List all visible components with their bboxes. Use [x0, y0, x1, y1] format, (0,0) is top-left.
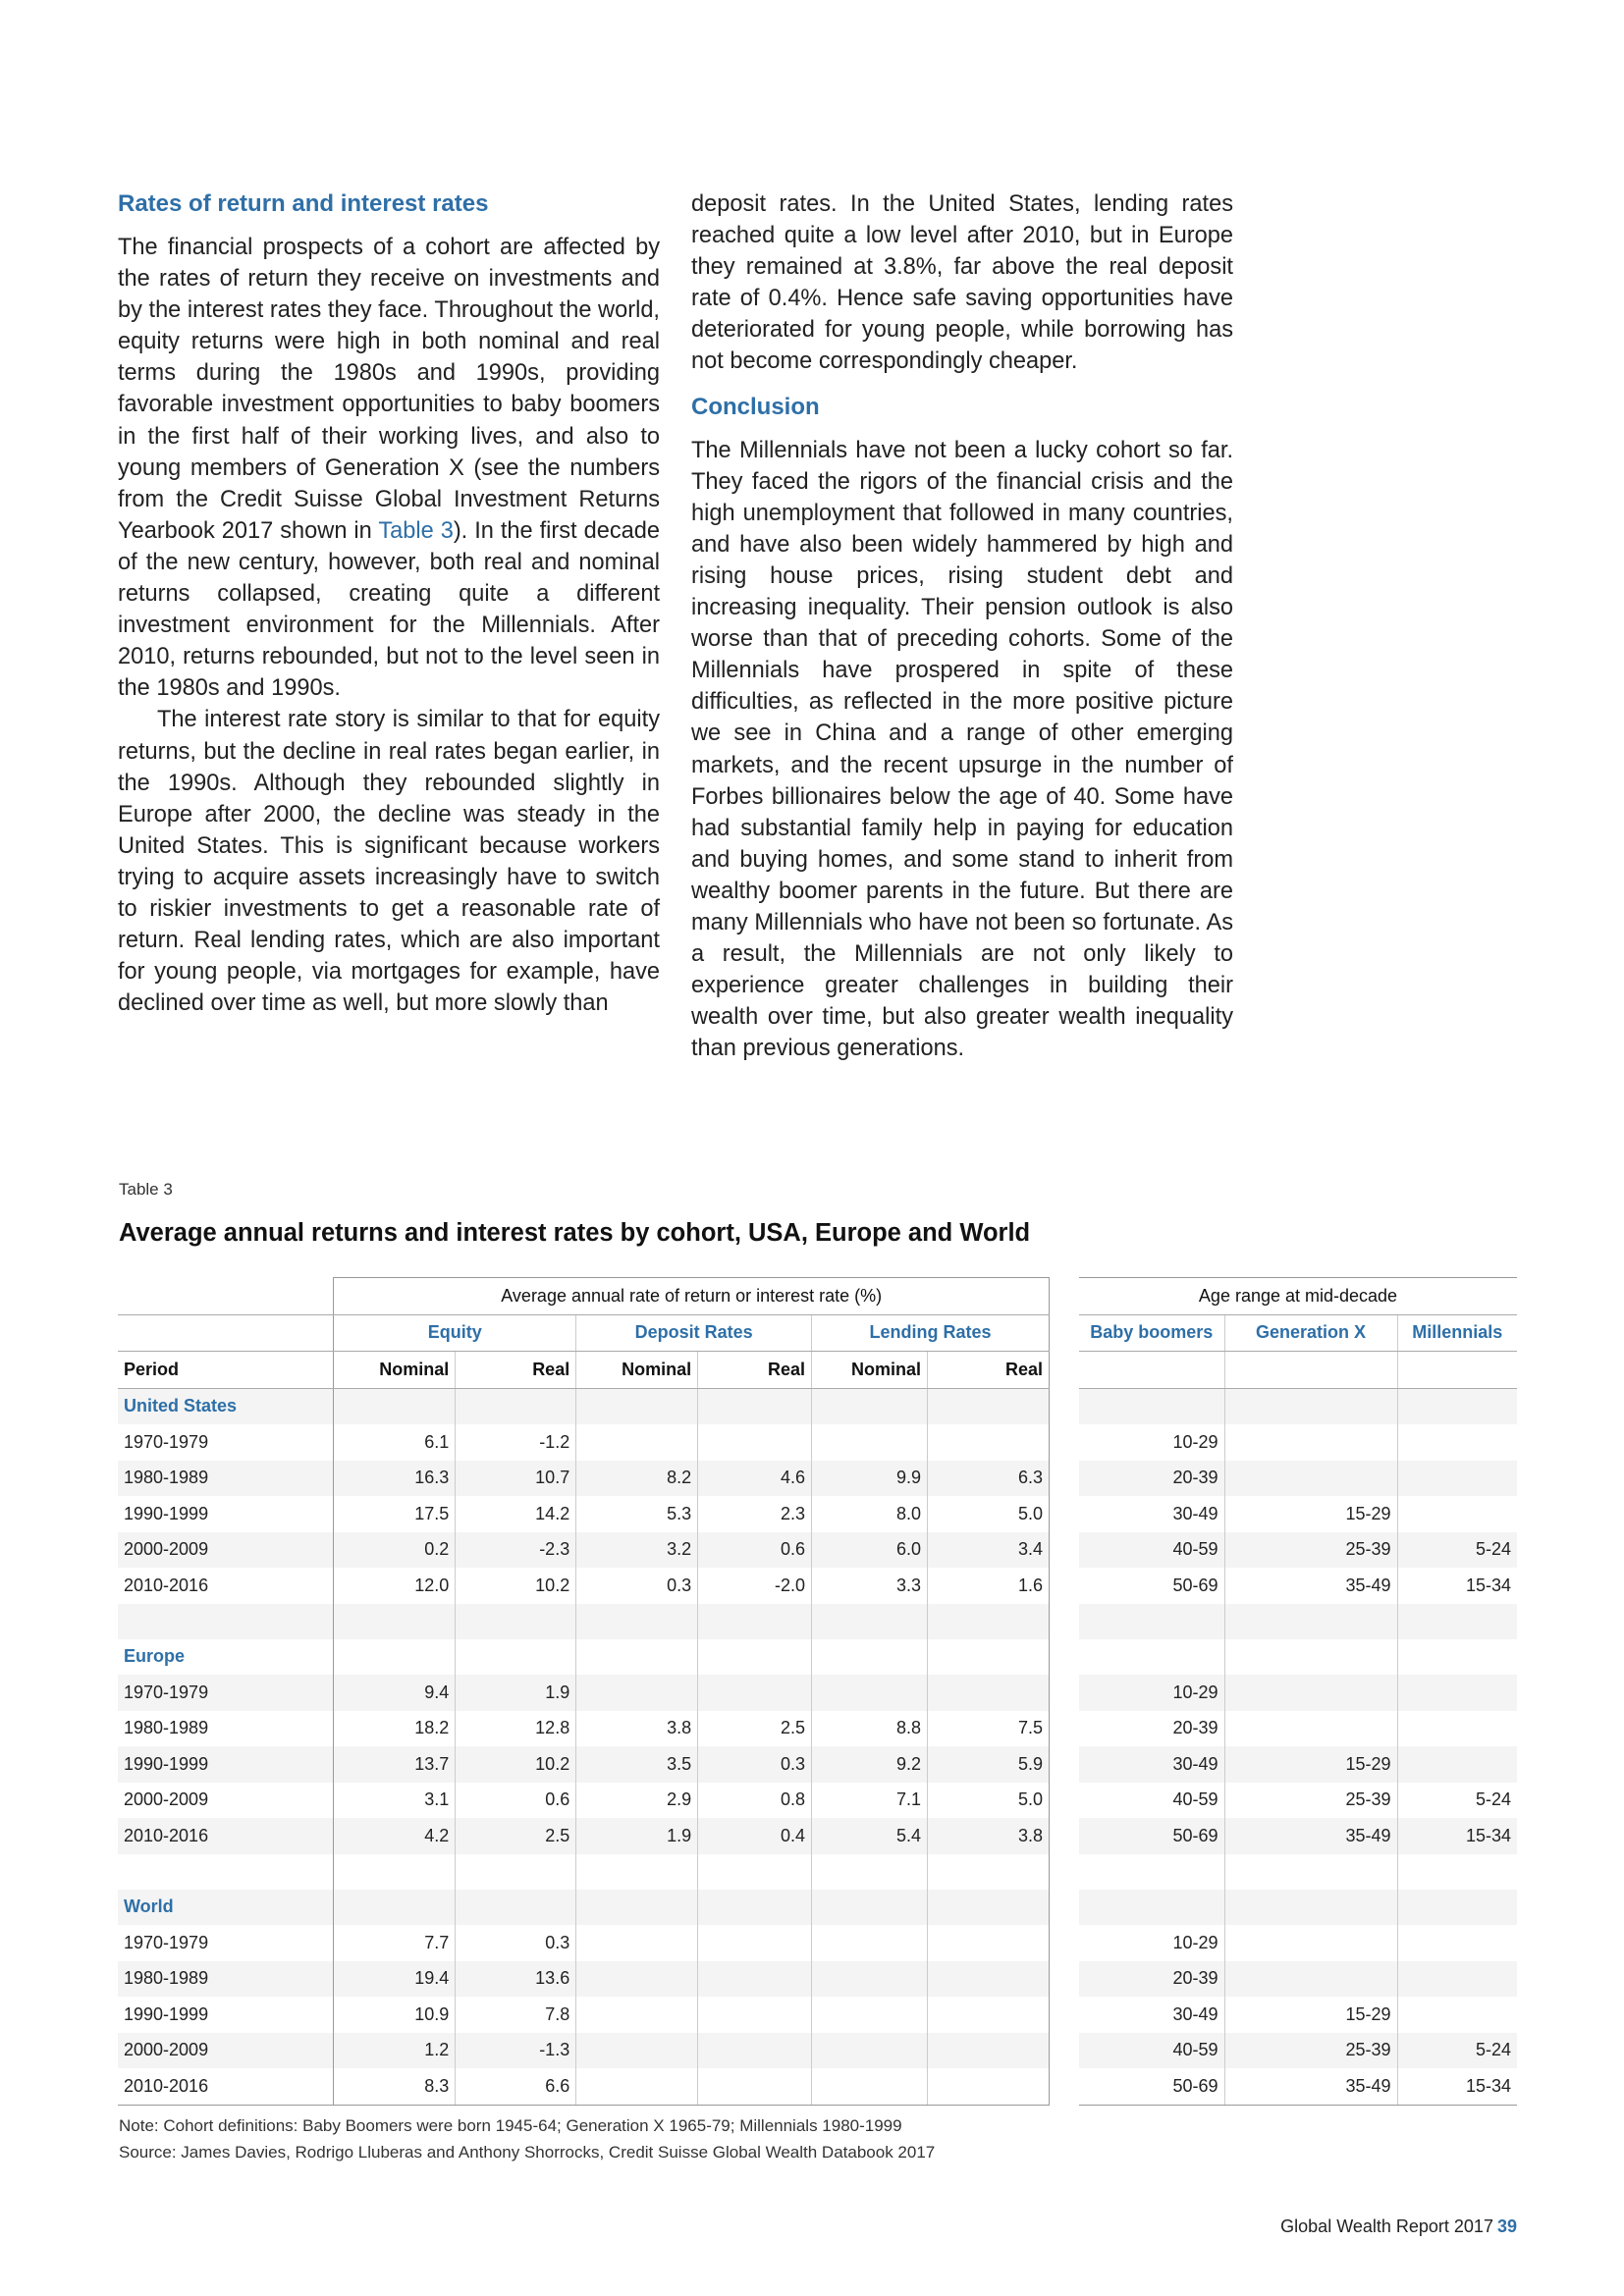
subgroup-lending-rates: Lending Rates: [812, 1314, 1050, 1352]
region-row: [118, 1890, 1050, 1926]
generation-x-age-cell: 35-49: [1224, 2068, 1397, 2105]
table-row: [1079, 1925, 1517, 1961]
generation-x-age-cell: 25-39: [1224, 1532, 1397, 1569]
deposit-nominal-cell: 3.2: [576, 1532, 698, 1569]
lending-real-cell: [928, 1424, 1050, 1461]
millennials-age-cell: [1397, 1961, 1517, 1998]
table-row: [1079, 1568, 1517, 1604]
baby-boomers-age-cell: 10-29: [1172, 1431, 1218, 1452]
generation-x-age-cell: 25-39: [1224, 1783, 1397, 1819]
lending-real-cell: 1.6: [928, 1568, 1050, 1604]
column-header-nominal: Nominal: [334, 1352, 456, 1389]
region-row: [1079, 1388, 1517, 1424]
column-header-real: Real: [928, 1352, 1050, 1389]
deposit-real-cell: [698, 1925, 812, 1961]
baby-boomers-age-cell: 30-49: [1172, 1503, 1218, 1523]
deposit-real-cell: [698, 1675, 812, 1711]
table-row: [1079, 2068, 1517, 2105]
millennials-age-cell: 15-34: [1397, 2068, 1517, 2105]
lending-real-cell: [928, 1675, 1050, 1711]
equity-real-cell: 0.3: [456, 1925, 576, 1961]
deposit-nominal-cell: [576, 1997, 698, 2033]
table-row: [118, 2068, 1050, 2105]
equity-nominal-cell: 6.1: [334, 1424, 456, 1461]
deposit-real-cell: [698, 1424, 812, 1461]
generation-x-age-cell: [1224, 1461, 1397, 1497]
period-cell: 1990-1999: [124, 2003, 209, 2024]
table-3-link[interactable]: Table 3: [378, 517, 454, 544]
millennials-age-cell: 5-24: [1397, 1783, 1517, 1819]
lending-real-cell: 3.4: [928, 1532, 1050, 1569]
baby-boomers-age-cell: 40-59: [1172, 1789, 1218, 1810]
table-row: [118, 1925, 1050, 1961]
period-cell: 1970-1979: [118, 1675, 334, 1711]
millennials-age-cell: [1397, 1997, 1517, 2033]
millennials-age-cell: [1397, 1711, 1517, 1747]
generation-x-age-cell: [1224, 1424, 1397, 1461]
generation-x-age-cell: 15-29: [1224, 1746, 1397, 1783]
lending-real-cell: 7.5: [928, 1711, 1050, 1747]
lending-real-cell: [928, 2068, 1050, 2105]
baby-boomers-age-cell: 30-49: [1172, 2003, 1218, 2024]
deposit-real-cell: 4.6: [698, 1461, 812, 1497]
table-row: [118, 1711, 1050, 1747]
deposit-nominal-cell: 1.9: [576, 1818, 698, 1854]
baby-boomers-age-cell: 20-39: [1079, 1461, 1224, 1497]
section-heading-conclusion: Conclusion: [691, 393, 820, 420]
equity-real-cell: 14.2: [456, 1496, 576, 1532]
region-row: [118, 1639, 1050, 1676]
lending-nominal-cell: 5.4: [812, 1818, 928, 1854]
table-row: [1079, 2033, 1517, 2069]
period-cell: 2010-2016: [118, 1818, 334, 1854]
lending-real-cell: 6.3: [928, 1461, 1050, 1497]
millennials-age-cell: [1397, 1424, 1517, 1461]
table-row: [118, 1675, 1050, 1711]
period-cell: 1970-1979: [124, 1431, 209, 1452]
generation-x-age-cell: 25-39: [1224, 2033, 1397, 2069]
equity-nominal-cell: 16.3: [334, 1461, 456, 1497]
millennials-age-cell: 5-24: [1397, 2033, 1517, 2069]
age-group-header: Age range at mid-decade: [1079, 1278, 1517, 1315]
period-cell: 1990-1999: [124, 1503, 209, 1523]
millennials-age-cell: [1397, 1496, 1517, 1532]
lending-nominal-cell: 3.3: [812, 1568, 928, 1604]
column-header-nominal: Nominal: [812, 1352, 928, 1389]
deposit-real-cell: [698, 1961, 812, 1998]
column-header-real: Real: [456, 1352, 576, 1389]
lending-nominal-cell: 8.8: [812, 1711, 928, 1747]
spacer-row: [118, 1854, 1050, 1890]
lending-nominal-cell: [812, 2033, 928, 2069]
equity-nominal-cell: 17.5: [334, 1496, 456, 1532]
lending-real-cell: [928, 1961, 1050, 1998]
table-row: [118, 1997, 1050, 2033]
equity-nominal-cell: 18.2: [334, 1711, 456, 1747]
region-row: [118, 1388, 1050, 1424]
deposit-real-cell: 2.5: [698, 1711, 812, 1747]
region-label: Europe: [124, 1646, 186, 1667]
subgroup-equity: Equity: [334, 1314, 576, 1352]
table-row: [1079, 1496, 1517, 1532]
baby-boomers-age-cell: 30-49: [1079, 1746, 1224, 1783]
period-cell: 2000-2009: [118, 1532, 334, 1569]
generation-x-age-cell: 35-49: [1224, 1818, 1397, 1854]
lending-nominal-cell: 9.9: [812, 1461, 928, 1497]
baby-boomers-age-cell: 10-29: [1172, 1932, 1218, 1952]
region-row: [1079, 1639, 1517, 1676]
deposit-real-cell: 0.6: [698, 1532, 812, 1569]
equity-nominal-cell: 3.1: [334, 1783, 456, 1819]
deposit-nominal-cell: [576, 1961, 698, 1998]
equity-nominal-cell: 0.2: [334, 1532, 456, 1569]
deposit-real-cell: [698, 1997, 812, 2033]
equity-nominal-cell: 1.2: [334, 2033, 456, 2069]
page-number: 39: [1496, 2216, 1517, 2236]
lending-real-cell: 3.8: [928, 1818, 1050, 1854]
equity-real-cell: -1.3: [456, 2033, 576, 2069]
equity-nominal-cell: 9.4: [334, 1675, 456, 1711]
table-row: [1079, 1675, 1517, 1711]
generation-x-age-cell: 15-29: [1224, 1496, 1397, 1532]
deposit-nominal-cell: 5.3: [576, 1496, 698, 1532]
deposit-nominal-cell: 0.3: [576, 1568, 698, 1604]
deposit-real-cell: [698, 2033, 812, 2069]
equity-real-cell: 10.2: [456, 1746, 576, 1783]
table-label: Table 3: [119, 1180, 173, 1199]
deposit-real-cell: 0.3: [698, 1746, 812, 1783]
spacer-row: [118, 1604, 1050, 1639]
section-heading-rates: Rates of return and interest rates: [118, 190, 489, 217]
deposit-nominal-cell: [576, 1424, 698, 1461]
equity-nominal-cell: 8.3: [334, 2068, 456, 2105]
baby-boomers-age-cell: 20-39: [1079, 1961, 1224, 1998]
column-header-period: Period: [118, 1352, 334, 1389]
deposit-real-cell: 0.4: [698, 1818, 812, 1854]
generation-x-age-cell: [1224, 1961, 1397, 1998]
source-note: Source: James Davies, Rodrigo Lluberas and Anthony Shorrocks, Credit Suisse Global Wealth Databook 2017: [119, 2143, 936, 2162]
deposit-nominal-cell: 3.8: [576, 1711, 698, 1747]
deposit-nominal-cell: [576, 1925, 698, 1961]
table-title: Average annual returns and interest rates by cohort, USA, Europe and World: [119, 1219, 1031, 1247]
deposit-real-cell: 2.3: [698, 1496, 812, 1532]
table-row: [118, 1424, 1050, 1461]
region-row: [1079, 1890, 1517, 1926]
table-row: [118, 1496, 1050, 1532]
millennials-age-cell: 15-34: [1397, 1818, 1517, 1854]
deposit-nominal-cell: [576, 2068, 698, 2105]
equity-real-cell: 10.2: [456, 1568, 576, 1604]
period-cell: 2010-2016: [124, 1575, 209, 1595]
equity-nominal-cell: 13.7: [334, 1746, 456, 1783]
lending-nominal-cell: 9.2: [812, 1746, 928, 1783]
millennials-age-cell: [1397, 1675, 1517, 1711]
period-cell: 1980-1989: [118, 1961, 334, 1998]
lending-real-cell: 5.0: [928, 1783, 1050, 1819]
lending-real-cell: [928, 1925, 1050, 1961]
table-row: [118, 1783, 1050, 1819]
equity-nominal-cell: 7.7: [334, 1925, 456, 1961]
deposit-real-cell: 0.8: [698, 1783, 812, 1819]
equity-real-cell: 0.6: [456, 1783, 576, 1819]
cohort-header-baby-boomers: Baby boomers: [1079, 1314, 1224, 1352]
table-row: [1079, 1997, 1517, 2033]
lending-nominal-cell: 7.1: [812, 1783, 928, 1819]
table-row: [118, 2033, 1050, 2069]
cohort-definition-note: Note: Cohort definitions: Baby Boomers were born 1945-64; Generation X 1965-79; Millennials 1980-1999: [119, 2116, 902, 2135]
paragraph-deposit-rates: deposit rates. In the United States, lending rates reached quite a low level after 2010, but in Europe they remained at 3.8%, far above the real deposit rate of 0.4%. Hence safe saving opportunities have deteriorated for young people, while borrowing has not become correspondingly cheaper.: [691, 191, 1233, 375]
equity-nominal-cell: 12.0: [334, 1568, 456, 1604]
lending-nominal-cell: 8.0: [812, 1496, 928, 1532]
lending-nominal-cell: [812, 1997, 928, 2033]
subgroup-deposit-rates: Deposit Rates: [576, 1314, 812, 1352]
period-cell: 1980-1989: [118, 1461, 334, 1497]
spacer-row: [1079, 1854, 1517, 1890]
millennials-age-cell: [1397, 1461, 1517, 1497]
region-label: United States: [118, 1388, 334, 1424]
equity-real-cell: 12.8: [456, 1711, 576, 1747]
equity-real-cell: 13.6: [456, 1961, 576, 1998]
table-row: [118, 1961, 1050, 1998]
right-text-column: [691, 188, 1233, 1064]
lending-real-cell: 5.0: [928, 1496, 1050, 1532]
table-row: [1079, 1711, 1517, 1747]
deposit-nominal-cell: 2.9: [576, 1783, 698, 1819]
lending-real-cell: [928, 2033, 1050, 2069]
report-title: Global Wealth Report 2017: [1280, 2216, 1493, 2236]
period-cell: 1980-1989: [124, 1718, 209, 1738]
deposit-nominal-cell: [576, 1675, 698, 1711]
cohort-age-table: [1079, 1277, 1517, 2106]
deposit-real-cell: [698, 2068, 812, 2105]
baby-boomers-age-cell: 50-69: [1079, 1818, 1224, 1854]
table-row: [1079, 1746, 1517, 1783]
table-row: [1079, 1424, 1517, 1461]
deposit-nominal-cell: 8.2: [576, 1461, 698, 1497]
column-header-nominal: Nominal: [576, 1352, 698, 1389]
returns-group-header: Average annual rate of return or interest rate (%): [334, 1278, 1050, 1315]
baby-boomers-age-cell: 50-69: [1172, 1575, 1218, 1595]
millennials-age-cell: [1397, 1925, 1517, 1961]
column-header-real: Real: [698, 1352, 812, 1389]
lending-real-cell: 5.9: [928, 1746, 1050, 1783]
table-notes: [119, 2112, 935, 2165]
period-cell: 2000-2009: [124, 1789, 209, 1810]
equity-real-cell: 10.7: [456, 1461, 576, 1497]
baby-boomers-age-cell: 40-59: [1079, 2033, 1224, 2069]
baby-boomers-age-cell: 10-29: [1079, 1675, 1224, 1711]
cohort-header-generation-x: Generation X: [1224, 1314, 1397, 1352]
spacer-row: [1079, 1604, 1517, 1639]
period-cell: 2010-2016: [118, 2068, 334, 2105]
equity-nominal-cell: 4.2: [334, 1818, 456, 1854]
table-row: [1079, 1532, 1517, 1569]
left-text-column: [118, 188, 660, 1019]
paragraph-financial-prospects: The financial prospects of a cohort are affected by the rates of return they receive on investments and by the interest rates they face. Throughout the world, equity returns were high in both nominal and real terms during the 1980s and 1990s, providing favorable investment opportunities to baby boomers in the first half of their working lives, and also to young members of Generation X (see the numbers from the Credit Suisse Global Investment Returns Yearbook 2017 shown in Table 3). In the first decade of the new century, however, both real and nominal returns collapsed, creating quite a different investment environment for the Millennials. After 2010, returns rebounded, but not to the level seen in the 1980s and 1990s.: [118, 235, 660, 702]
equity-nominal-cell: 19.4: [334, 1961, 456, 1998]
millennials-age-cell: [1397, 1746, 1517, 1783]
lending-nominal-cell: [812, 2068, 928, 2105]
table-row: [118, 1568, 1050, 1604]
table-row: [1079, 1783, 1517, 1819]
lending-nominal-cell: [812, 1675, 928, 1711]
equity-real-cell: -1.2: [456, 1424, 576, 1461]
period-cell: 2000-2009: [118, 2033, 334, 2069]
lending-nominal-cell: [812, 1925, 928, 1961]
generation-x-age-cell: [1224, 1711, 1397, 1747]
equity-real-cell: -2.3: [456, 1532, 576, 1569]
returns-table: [118, 1277, 1050, 2106]
lending-nominal-cell: [812, 1961, 928, 1998]
paragraph-interest-rate-story: The interest rate story is similar to that for equity returns, but the decline in real rates began earlier, in the 1990s. Although they rebounded slightly in Europe after 2000, the decline was steady in the United States. This is significant because workers trying to acquire assets increasingly have to switch to riskier investments to get a reasonable rate of return. Real lending rates, which are also important for young people, via mortgages for example, have declined over time as well, but more slowly than: [118, 707, 660, 1017]
deposit-nominal-cell: 3.5: [576, 1746, 698, 1783]
equity-real-cell: 2.5: [456, 1818, 576, 1854]
deposit-real-cell: -2.0: [698, 1568, 812, 1604]
table-row: [1079, 1961, 1517, 1998]
generation-x-age-cell: [1224, 1675, 1397, 1711]
generation-x-age-cell: 15-29: [1224, 1997, 1397, 2033]
region-label: World: [118, 1890, 334, 1926]
page-footer: [1280, 2216, 1517, 2237]
baby-boomers-age-cell: 40-59: [1079, 1532, 1224, 1569]
table-row: [118, 1532, 1050, 1569]
equity-real-cell: 1.9: [456, 1675, 576, 1711]
lending-nominal-cell: [812, 1424, 928, 1461]
baby-boomers-age-cell: 50-69: [1079, 2068, 1224, 2105]
millennials-age-cell: 15-34: [1397, 1568, 1517, 1604]
table-row: [118, 1746, 1050, 1783]
equity-nominal-cell: 10.9: [334, 1997, 456, 2033]
lending-real-cell: [928, 1997, 1050, 2033]
table-row: [118, 1818, 1050, 1854]
generation-x-age-cell: 35-49: [1224, 1568, 1397, 1604]
period-cell: 1970-1979: [124, 1932, 209, 1952]
cohort-header-millennials: Millennials: [1397, 1314, 1517, 1352]
lending-nominal-cell: 6.0: [812, 1532, 928, 1569]
table-row: [1079, 1818, 1517, 1854]
deposit-nominal-cell: [576, 2033, 698, 2069]
millennials-age-cell: 5-24: [1397, 1532, 1517, 1569]
equity-real-cell: 6.6: [456, 2068, 576, 2105]
period-cell: 1990-1999: [118, 1746, 334, 1783]
generation-x-age-cell: [1224, 1925, 1397, 1961]
table-row: [118, 1461, 1050, 1497]
paragraph-conclusion: The Millennials have not been a lucky cohort so far. They faced the rigors of the financial crisis and the high unemployment that followed in many countries, and have also been widely hammered by high and rising house prices, rising student debt and increasing inequality. Their pension outlook is also worse than that of preceding cohorts. Some of the Millennials have prospered in spite of these difficulties, as reflected in the more positive picture we see in China and a range of other emerging markets, and the recent upsurge in the number of Forbes billionaires below the age of 40. Some have had substantial family help in paying for education and buying homes, and some stand to inherit from wealthy boomer parents in the future. But there are many Millennials who have not been so fortunate. As a result, the Millennials are not only likely to experience greater challenges in building their wealth over time, but also greater wealth inequality than previous generations.: [691, 437, 1233, 1062]
table-row: [1079, 1461, 1517, 1497]
baby-boomers-age-cell: 20-39: [1172, 1718, 1218, 1738]
equity-real-cell: 7.8: [456, 1997, 576, 2033]
